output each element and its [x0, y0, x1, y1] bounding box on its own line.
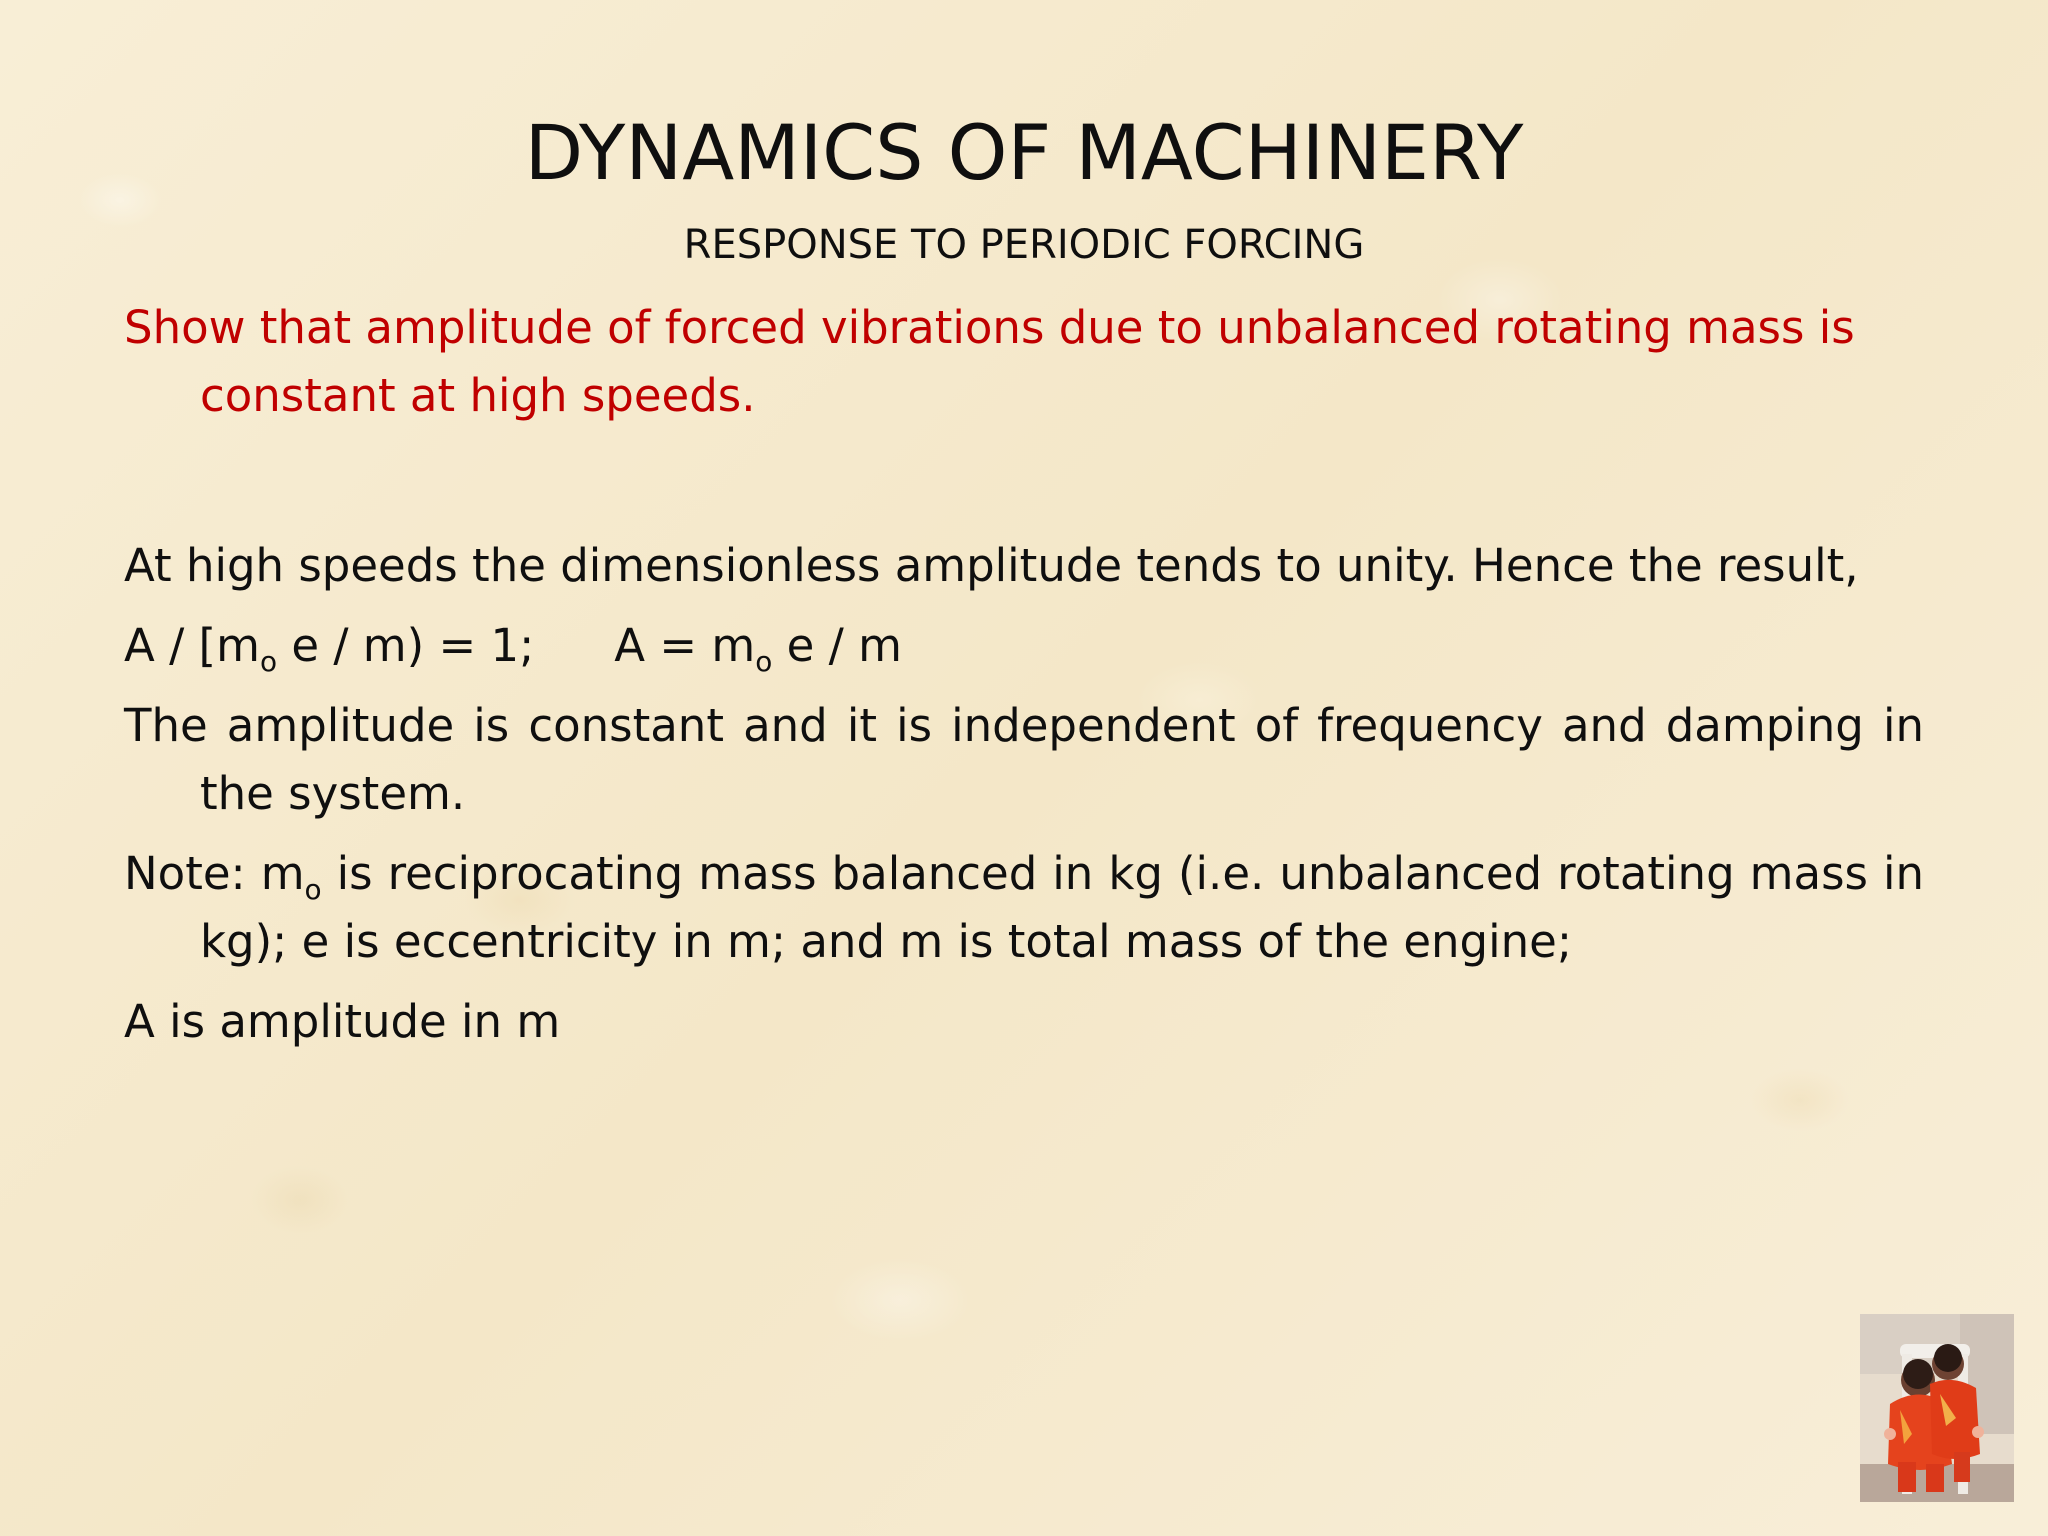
amplitude-definition: A is amplitude in m	[124, 995, 561, 1048]
note-suffix: is reciprocating mass balanced in kg (i.e. unbalanced rotating mass in kg); e is eccentricity in m; and m is total mass of the engine;	[200, 847, 1924, 968]
equation-part-b-subscript: o	[755, 644, 773, 678]
note-subscript: o	[304, 872, 322, 906]
presenter-photo	[1860, 1314, 2014, 1502]
presenter-photo-image	[1860, 1314, 2014, 1502]
slide-title: DYNAMICS OF MACHINERY	[524, 108, 1524, 197]
equation-part-a-subscript: o	[259, 644, 278, 678]
amplitude-equation	[124, 612, 1924, 680]
slide-body	[124, 294, 1924, 1068]
slide-subtitle: RESPONSE TO PERIODIC FORCING	[683, 222, 1365, 268]
constant-amplitude-statement: The amplitude is constant and it is independent of frequency and damping in the system.	[124, 699, 1924, 820]
equation-part-b-suffix: e / m	[772, 619, 902, 672]
note-prefix: Note: m	[124, 847, 305, 900]
equation-part-a-prefix: A / [m	[124, 619, 260, 672]
equation-part-a-suffix: e / m) = 1;	[277, 619, 535, 672]
question-text: Show that amplitude of forced vibrations due to unbalanced rotating mass is constant at high speeds.	[124, 301, 1855, 422]
note-text	[124, 840, 1924, 976]
equation-part-b-prefix: A = m	[614, 619, 756, 672]
result-statement: At high speeds the dimensionless amplitude tends to unity. Hence the result,	[124, 539, 1859, 592]
spacer	[124, 442, 1924, 532]
